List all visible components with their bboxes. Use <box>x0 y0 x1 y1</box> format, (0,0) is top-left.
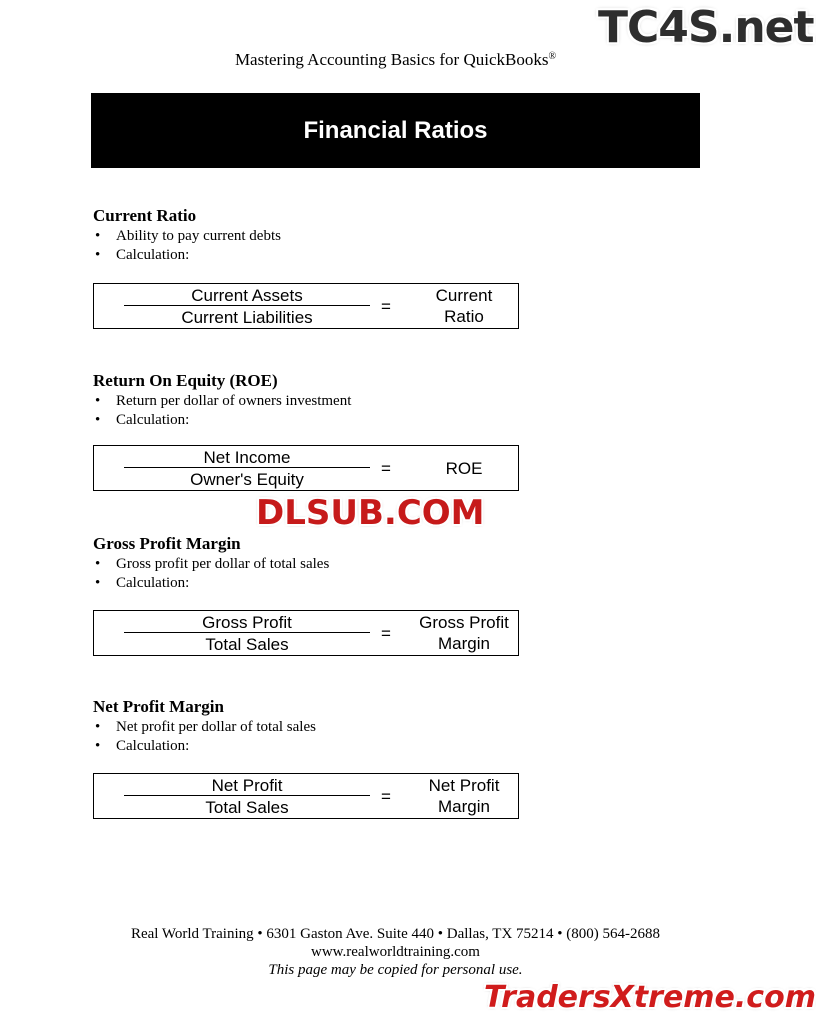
equals-sign: = <box>381 297 391 316</box>
bullet-item: • Calculation: <box>95 412 190 428</box>
page-header <box>0 46 791 71</box>
formula-denominator: Total Sales <box>205 635 289 654</box>
section-title-gross-profit-margin: Gross Profit Margin <box>93 534 241 553</box>
formula-box-current-ratio <box>93 283 519 329</box>
equals-sign: = <box>381 787 391 806</box>
section-title-roe: Return On Equity (ROE) <box>93 371 278 390</box>
formula-numerator: Current Assets <box>191 286 303 305</box>
section-title-net-profit-margin: Net Profit Margin <box>93 697 224 716</box>
registered-mark: ® <box>548 51 557 62</box>
formula-numerator: Gross Profit <box>202 613 292 632</box>
fraction-bar <box>124 632 370 633</box>
formula-box-roe <box>93 445 519 491</box>
fraction-bar <box>124 795 370 796</box>
footer-website: www.realworldtraining.com <box>311 944 480 960</box>
watermark-bottom: TradersXtreme.com <box>484 980 816 1015</box>
equals-sign: = <box>381 459 391 478</box>
formula-denominator: Total Sales <box>205 798 289 817</box>
bullet-item: • Net profit per dollar of total sales <box>95 719 316 735</box>
footer-note: This page may be copied for personal use. <box>268 962 523 978</box>
formula-numerator: Net Income <box>203 448 291 467</box>
formula-result: Gross Profit Margin <box>419 613 509 653</box>
bullet-item: • Gross profit per dollar of total sales <box>95 556 330 572</box>
formula-denominator: Owner's Equity <box>190 470 304 489</box>
formula-denominator: Current Liabilities <box>181 308 313 327</box>
watermark-middle: DLSUB.COM <box>256 493 485 533</box>
formula-box-gross-profit-margin <box>93 610 519 656</box>
fraction-bar <box>124 305 370 306</box>
bullet-item: • Ability to pay current debts <box>95 228 281 244</box>
section-title-current-ratio: Current Ratio <box>93 206 197 225</box>
bullet-item: • Calculation: <box>95 738 190 754</box>
bullet-item: • Return per dollar of owners investment <box>95 393 352 409</box>
footer-address: Real World Training • 6301 Gaston Ave. Suite 440 • Dallas, TX 75214 • (800) 564-2688 <box>130 926 661 942</box>
bullet-item: • Calculation: <box>95 247 190 263</box>
title-banner <box>91 93 700 168</box>
formula-box-net-profit-margin <box>93 773 519 819</box>
fraction-bar <box>124 467 370 468</box>
formula-numerator: Net Profit <box>211 776 283 795</box>
watermark-top: TC4S.net <box>598 2 814 53</box>
bullet-item: • Calculation: <box>95 575 190 591</box>
formula-result: Net Profit Margin <box>428 776 500 816</box>
header-title: Mastering Accounting Basics for QuickBooks <box>234 50 549 69</box>
formula-result: ROE <box>445 459 483 478</box>
page-title: Financial Ratios <box>303 116 488 144</box>
formula-result: Current Ratio <box>435 286 493 326</box>
equals-sign: = <box>381 624 391 643</box>
